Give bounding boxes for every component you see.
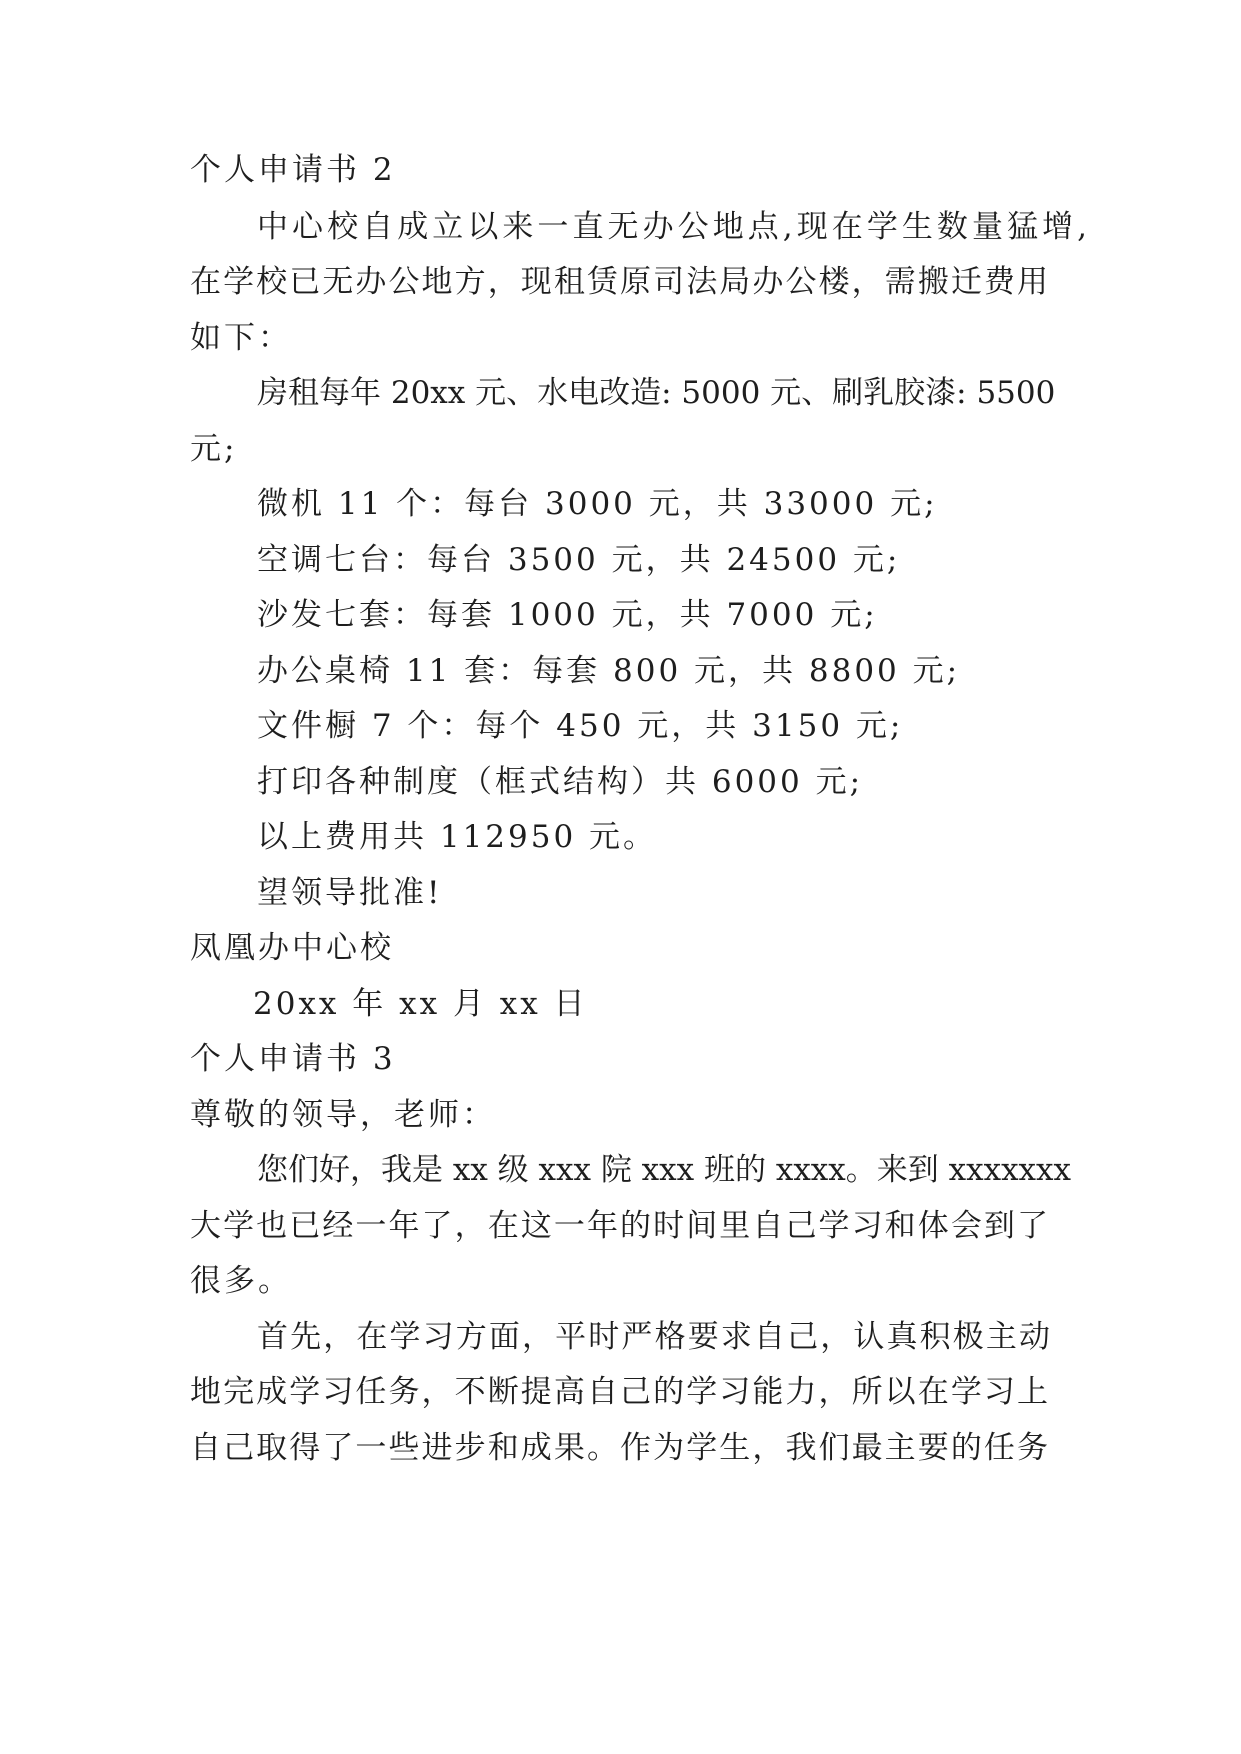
section-2-rent-line-1: 房租每年 20xx 元、水电改造: 5000 元、刷乳胶漆: 5500 <box>257 375 1056 411</box>
paragraph-1-line-1: 您们好，我是 xx 级 xxx 院 xxx 班的 xxxx。来到 xxxxxxx <box>257 1152 1072 1188</box>
paragraph-2-line-2: 地完成学习任务，不断提高自己的学习能力，所以在学习上 <box>190 1374 1048 1410</box>
paragraph-1-line-2: 大学也已经一年了，在这一年的时间里自己学习和体会到了 <box>190 1208 1048 1244</box>
signature-line: 凤凰办中心校 <box>190 930 394 966</box>
expense-item: 空调七台：每台 3500 元，共 24500 元; <box>257 542 901 578</box>
section-2-intro-line-2: 在学校已无办公地方，现租赁原司法局办公楼，需搬迁费用 <box>190 264 1048 300</box>
expense-item: 微机 11 个：每台 3000 元，共 33000 元; <box>257 486 938 522</box>
request-line: 望领导批准! <box>257 875 443 911</box>
section-2-title: 个人申请书 2 <box>190 152 396 188</box>
expense-item: 打印各种制度（框式结构）共 6000 元; <box>257 764 864 800</box>
total-line: 以上费用共 112950 元。 <box>257 819 658 855</box>
date-line: 20xx 年 xx 月 xx 日 <box>253 986 588 1022</box>
section-2-rent-line-2: 元; <box>190 431 238 467</box>
section-3-title: 个人申请书 3 <box>190 1041 396 1077</box>
expense-item: 沙发七套：每套 1000 元，共 7000 元; <box>257 597 878 633</box>
section-2-intro-line-1: 中心校自成立以来一直无办公地点,现在学生数量猛增, <box>257 209 1087 245</box>
paragraph-2-line-3: 自己取得了一些进步和成果。作为学生，我们最主要的任务 <box>190 1430 1048 1466</box>
section-2-intro-line-3: 如下： <box>190 320 292 356</box>
expense-item: 办公桌椅 11 套：每套 800 元，共 8800 元; <box>257 653 961 689</box>
paragraph-2-line-1: 首先，在学习方面，平时严格要求自己，认真积极主动 <box>257 1319 1050 1355</box>
paragraph-1-line-3: 很多。 <box>190 1263 292 1299</box>
expense-item: 文件橱 7 个：每个 450 元，共 3150 元; <box>257 708 904 744</box>
salutation-line: 尊敬的领导，老师： <box>190 1097 496 1133</box>
